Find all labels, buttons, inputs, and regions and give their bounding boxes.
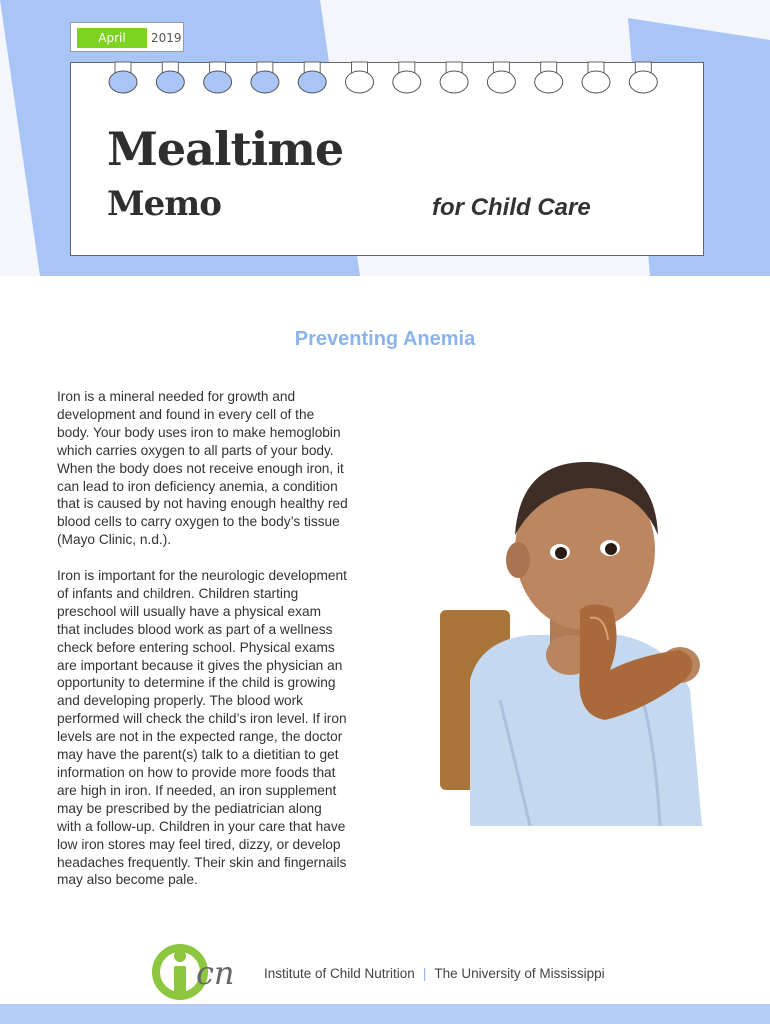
bottom-bar [0, 1004, 770, 1024]
article-line: that is caused by not having enough healthy red [57, 496, 348, 512]
article-line: are high in iron. If needed, an iron supplement [57, 782, 337, 798]
article-line: and developing properly. The blood work [57, 693, 304, 709]
icn-logo [150, 940, 254, 1004]
article-heading: Preventing Anemia [294, 328, 476, 350]
article-paragraph-2 [57, 567, 402, 889]
article-line: that includes blood work as part of a wellness [57, 621, 333, 637]
binder-rings [70, 60, 704, 100]
article-line: may have the parent(s) talk to a dietitian to get [57, 747, 339, 763]
article-line: (Mayo Clinic, n.d.). [57, 532, 172, 548]
article-line: check before entering school. Physical exams [57, 639, 335, 655]
binder-ring [156, 71, 184, 93]
article-line: opportunity to determine if the child is growing [57, 675, 336, 691]
binder-ring [440, 71, 468, 93]
binder-ring [204, 71, 232, 93]
svg-text:cn: cn [196, 954, 235, 992]
article-line: with a follow-up. Children in your care that have [57, 818, 346, 834]
article-line: information on how to provide more foods that [57, 765, 336, 781]
article-line: development and found in every cell of the [57, 406, 315, 422]
binder-ring [251, 71, 279, 93]
article-line: preschool will usually have a physical exam [57, 603, 321, 619]
date-box [70, 22, 184, 52]
article-line: blood cells to carry oxygen to the body’s tissue [57, 514, 340, 530]
binder-ring [582, 71, 610, 93]
child-eating-photo [440, 440, 720, 826]
article-line: are important because it gives the physician an [57, 657, 343, 673]
article-line: may be prescribed by the pediatrician along [57, 800, 322, 816]
article-paragraph-1 [57, 388, 402, 549]
binder-ring [629, 71, 657, 93]
article-line: Iron is important for the neurologic development [57, 568, 347, 584]
newsletter-tagline: for Child Care [432, 194, 591, 221]
article-line: performed will check the child’s iron level. If iron [57, 711, 347, 727]
article-line: When the body does not receive enough iron, it [57, 460, 344, 476]
footer [0, 936, 770, 1006]
binder-ring [298, 71, 326, 93]
binder-ring [393, 71, 421, 93]
article-line: which carries oxygen to all parts of your body. [57, 442, 334, 458]
article-line: Iron is a mineral needed for growth and [57, 389, 296, 404]
footer-credits [264, 966, 605, 981]
month-badge: April [77, 28, 147, 48]
newsletter-subtitle: Memo [107, 184, 221, 224]
binder-ring [535, 71, 563, 93]
article-line: may also become pale. [57, 872, 198, 888]
article-line: body. Your body uses iron to make hemoglobin [57, 424, 341, 440]
article-line: low iron stores may feel tired, dizzy, or develop [57, 836, 341, 852]
article-line: headaches frequently. Their skin and fingernails [57, 854, 347, 870]
binder-ring [487, 71, 515, 93]
article-line: of infants and children. Children starting [57, 585, 299, 601]
article-line: can lead to iron deficiency anemia, a condition [57, 478, 338, 494]
newsletter-title: Mealtime [107, 122, 344, 176]
year-label: 2019 [151, 31, 182, 45]
binder-ring [346, 71, 374, 93]
article-line: levels are not in the expected range, the doctor [57, 729, 343, 745]
footer-separator: | [422, 966, 427, 981]
binder-ring [109, 71, 137, 93]
university-name: The University of Mississippi [434, 966, 605, 981]
institute-name: Institute of Child Nutrition [264, 966, 415, 981]
article-body [57, 388, 402, 907]
